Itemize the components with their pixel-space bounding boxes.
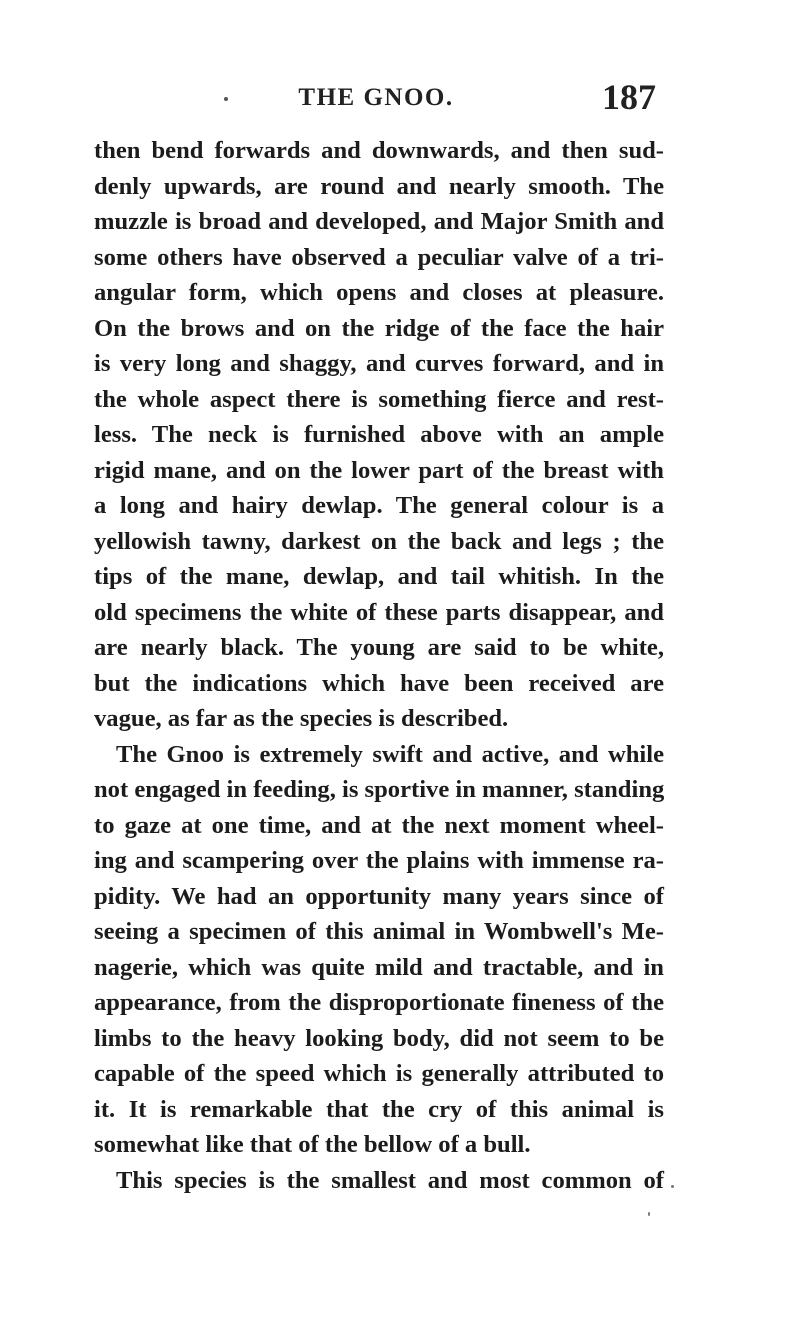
text-line: pidity. We had an opportunity many years since of bbox=[94, 882, 664, 910]
text-line: seeing a specimen of this animal in Wombwell's Me- bbox=[94, 918, 664, 945]
text-line: This species is the smallest and most common of bbox=[116, 1166, 664, 1194]
text-line: ing and scampering over the plains with immense ra- bbox=[94, 847, 664, 874]
page-number: 187 bbox=[602, 77, 656, 117]
text-line: not engaged in feeding, is sportive in manner, standing bbox=[94, 776, 665, 803]
text-line: The Gnoo is extremely swift and active, and while bbox=[116, 740, 664, 768]
text-line: nagerie, which was quite mild and tractable, and in bbox=[94, 953, 664, 981]
text-line: angular form, which opens and closes at pleasure. bbox=[94, 279, 664, 306]
text-line: is very long and shaggy, and curves forward, and in bbox=[94, 350, 664, 377]
text-line: muzzle is broad and developed, and Major Smith and bbox=[94, 208, 664, 235]
text-line: limbs to the heavy looking body, did not seem to be bbox=[94, 1024, 664, 1052]
text-line: On the brows and on the ridge of the face the hair bbox=[94, 314, 664, 342]
text-line: some others have observed a peculiar valve of a tri- bbox=[94, 243, 664, 271]
text-line: somewhat like that of the bellow of a bull. bbox=[94, 1131, 531, 1158]
text-line: to gaze at one time, and at the next moment wheel- bbox=[94, 811, 664, 839]
paper-speck bbox=[671, 1185, 674, 1188]
text-line: are nearly black. The young are said to be white, bbox=[94, 634, 664, 661]
text-line: a long and hairy dewlap. The general colour is a bbox=[94, 492, 664, 519]
text-line: denly upwards, are round and nearly smooth. The bbox=[94, 172, 664, 200]
text-line: capable of the speed which is generally attributed to bbox=[94, 1060, 664, 1087]
text-line: tips of the mane, dewlap, and tail whitish. In the bbox=[94, 563, 664, 590]
text-line: it. It is remarkable that the cry of this animal is bbox=[94, 1095, 664, 1123]
text-line: then bend forwards and downwards, and then sud- bbox=[94, 137, 664, 164]
text-line: rigid mane, and on the lower part of the breast with bbox=[94, 456, 664, 484]
running-title: THE GNOO. bbox=[298, 84, 454, 111]
paper-speck bbox=[648, 1212, 650, 1216]
text-line: yellowish tawny, darkest on the back and legs ; the bbox=[94, 527, 664, 555]
body-text bbox=[94, 133, 664, 1198]
running-header bbox=[96, 70, 656, 117]
text-line: the whole aspect there is something fierce and rest- bbox=[94, 385, 664, 413]
text-line: appearance, from the disproportionate fineness of the bbox=[94, 989, 664, 1016]
text-line: vague, as far as the species is described. bbox=[94, 705, 509, 732]
text-line: but the indications which have been received are bbox=[94, 669, 664, 697]
text-line: old specimens the white of these parts disappear, and bbox=[94, 598, 664, 626]
text-line: less. The neck is furnished above with an ample bbox=[94, 421, 664, 448]
